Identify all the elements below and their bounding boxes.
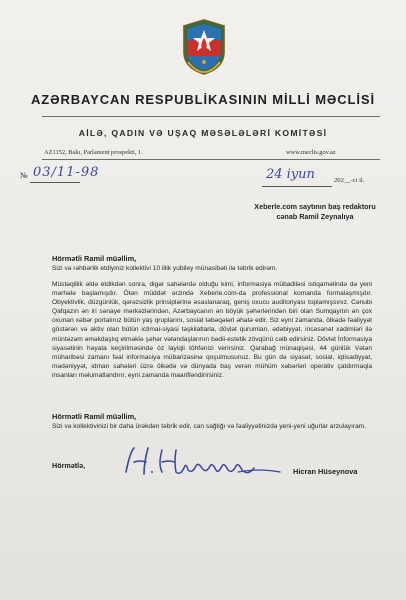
address: AZ1152, Bakı, Parlament prospekti, 1. <box>44 149 143 156</box>
committee-title: AİLƏ, QADIN VƏ UŞAQ MƏSƏLƏLƏRİ KOMİTƏSİ <box>78 128 328 138</box>
state-emblem-icon <box>178 18 230 76</box>
recipient-line: Xeberle.com saytının baş redaktoru <box>254 202 376 211</box>
recipient-line: cənab Ramil Zeynalıya <box>276 211 354 221</box>
registration-number: 03/11-98 <box>33 165 100 180</box>
header-divider <box>42 116 380 117</box>
registration-underline <box>30 182 80 183</box>
letter-date: 24 iyun <box>266 167 315 182</box>
signer-name: Hicran Hüseynova <box>293 467 358 476</box>
registration-prefix: № <box>20 171 28 180</box>
body-paragraph: Müstəqillik əldə etdikdən sonra, digər sahələrdə olduğu kimi, informasiya mübadiləsi istiqamətində də yeni mərhələ başlamışdır. Ötən müddət ərzində Xeberle.com-da professional komanda formalaşmışdır. Obyektivlik, düzgünlük, qərəzsizlik prinsiplərinə əsaslanaraq, geniş oxucu auditoriyası toplamışsınız. Cənubi Qafqazın ən iri sənaye mərkəzlərindən, Azərbaycanın ən böyük şəhərlərindən biri olan Sumqayıtın ən çox oxunan xəbər portalınız bütün yaş qruplarını, sosial təbəqələri əhatə edir. Siz eyni zamanda, ölkədə fəaliyyət göstərən və aktiv olan bütün ictimai-siyasi təşkilatlarla, dövlət qurumları, ədəbiyyat, incəsənət xadimləri ilə müntəzəm əməkdaşlıq etməklə şəhər vətəndaşlarının bədii-estetik zövqünü cəlb edirsiniz. Dövlət İnformasiya siyasətinin həyata keçirilməsində öz layiqli töhfənizi verirsiniz. Qarabağ münaqişəsi, 44 günlük Vətən müharibəsi zamanı fəal informasiya mübarizəsinə qoşulmusunuz. Bu gün də siyasət, sosial, iqtisadiyyat, mədəniyyət, idman sahələri üzrə ölkədə və dünyada baş verən mühüm xəbərləri operativ çatdırmaqla insanları məlumatlandırır, eyni zamanda maarifləndirirsiniz. <box>52 281 372 379</box>
greeting: Hörmətli Ramil müəllim, <box>52 254 137 263</box>
recipient-block <box>240 202 390 221</box>
website: www.meclis.gov.az <box>286 149 336 156</box>
salutation: Hörmətlə, <box>52 461 86 470</box>
date-underline <box>262 186 332 187</box>
organization-title: AZƏRBAYCAN RESPUBLİKASININ MİLLİ MƏCLİSİ <box>30 92 375 107</box>
year-suffix: 202__-ci il. <box>334 177 365 184</box>
intro-paragraph: Sizi və rəhbərlik etdiyiniz kollektivi 10 illik yubiley münasibəti ilə təbrik edirəm. <box>52 265 278 272</box>
address-divider <box>42 159 380 160</box>
closing-paragraph: Sizi və kollektivinizi bir daha ürəkdən təbrik edir, can sağlığı və fəaliyyətinizdə yeni-yeni uğurlar arzulayıram. <box>52 423 367 430</box>
greeting: Hörmətli Ramil müəllim, <box>52 412 137 421</box>
signature-icon <box>118 442 288 482</box>
